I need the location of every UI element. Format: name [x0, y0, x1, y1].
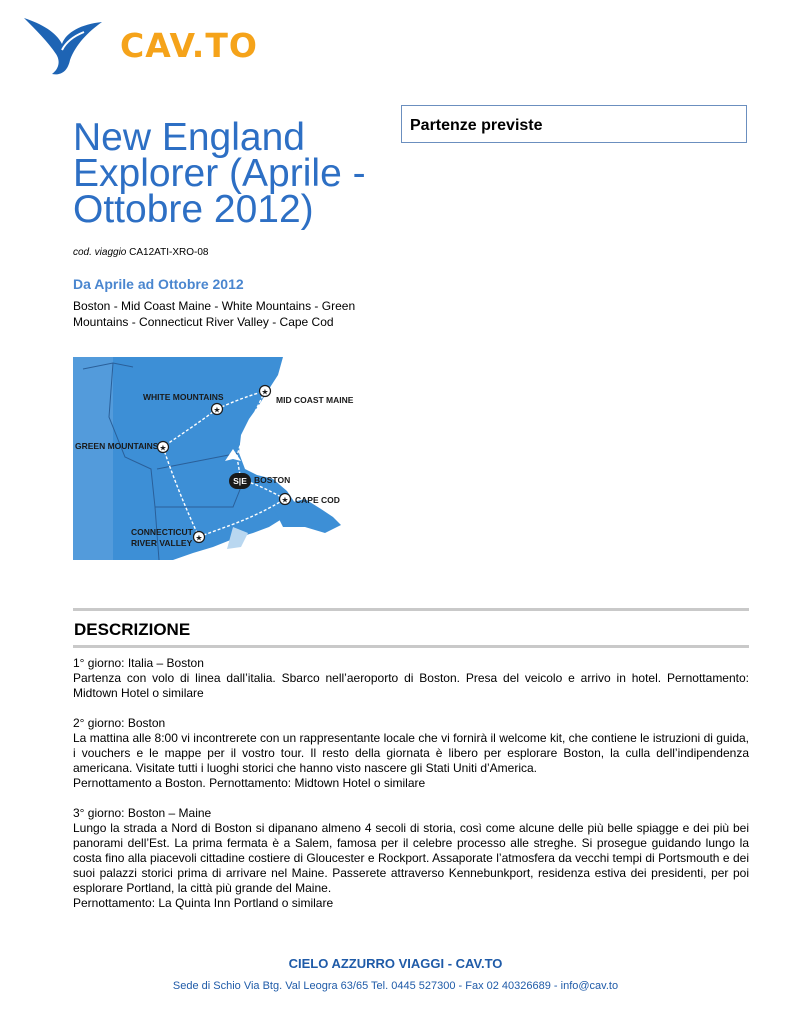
footer-address: Sede di Schio Via Btg. Val Leogra 63/65 Tel. 0445 527300 - Fax 02 40326689 - info@cav.to: [172, 980, 619, 992]
day-text: Pernottamento a Boston. Pernottamento: Midtown Hotel o similare: [73, 776, 426, 790]
map-label-cape-cod: CAPE COD: [295, 495, 340, 505]
itinerary: [73, 656, 749, 926]
trip-code: [73, 247, 208, 258]
svg-text:★: ★: [281, 495, 289, 505]
day-title: 3° giorno: Boston – Maine: [73, 806, 212, 820]
departures-title: Partenze previste: [410, 117, 543, 134]
itinerary-day: [73, 716, 749, 791]
divider-bottom: [73, 645, 749, 648]
day-text: Partenza con volo di linea dall’italia. Sbarco nell’aeroporto di Boston. Presa del veicolo e arrivo in hotel. Pernottamento: Midtown Hotel o similare: [73, 671, 749, 700]
itinerary-day: [73, 806, 749, 911]
trip-code-value: CA12ATI-XRO-08: [129, 247, 209, 258]
bird-logo-icon: [24, 18, 102, 74]
trip-period: Da Aprile ad Ottobre 2012: [73, 276, 244, 292]
day-text: La mattina alle 8:00 vi incontrerete con un rappresentante locale che vi fornirà il welcome kit, che contiene le istruzioni di guida, i vouchers e le mappe per il vostro tour. Il resto della giornata è libero per esplorare Boston, la culla dell’indipendenza americana. Visitate tutti i luoghi storici che hanno visto nascere gli Stati Uniti d’America.: [73, 731, 749, 775]
day-title: 1° giorno: Italia – Boston: [73, 656, 204, 670]
trip-code-label: cod. viaggio: [73, 247, 127, 258]
trip-route: Boston - Mid Coast Maine - White Mountains - Green Mountains - Connecticut River Valley - Cape Cod: [73, 299, 356, 329]
footer-title: CIELO AZZURRO VIAGGI - CAV.TO: [288, 956, 503, 971]
map-label-green-mountains: GREEN MOUNTAINS: [75, 441, 159, 451]
map-label-connecticut: CONNECTICUT: [131, 527, 193, 537]
description-heading: DESCRIZIONE: [74, 620, 191, 639]
day-text: Pernottamento: La Quinta Inn Portland o similare: [73, 896, 334, 910]
day-text: Lungo la strada a Nord di Boston si dipanano almeno 4 secoli di storia, così come alcune delle più belle spiagge e dei più bei panorami dell’Est. La prima fermata è a Salem, famosa per il celebre processo alle streghe. Si prosegue guidando lungo la costa fino alla piacevoli cittadine costiere di Gloucester e Rockport. Assaporate l’atmosfera da vecchi tempi di Portsmouth e dei suoi palazzi storici prima di arrivare nel Maine. Passerete attraverso Kennebunkport, residenza estiva dei presidenti, per poi esplorare Portland, la città più grande del Maine.: [73, 821, 749, 895]
map-label-mid-coast-maine: MID COAST MAINE: [276, 395, 354, 405]
map-label-white-mountains: WHITE MOUNTAINS: [143, 392, 224, 402]
map-label-boston: BOSTON: [254, 475, 291, 485]
svg-text:★: ★: [195, 533, 203, 543]
route-map: [73, 357, 366, 560]
map-se-badge: S|E: [233, 476, 247, 486]
svg-text:★: ★: [159, 443, 167, 453]
itinerary-day: [73, 656, 749, 701]
trip-title: New England Explorer (Aprile - Ottobre 2012): [73, 116, 366, 231]
svg-text:★: ★: [213, 405, 221, 415]
divider-top: [73, 608, 749, 611]
brand-name: CAV.TO: [120, 26, 258, 65]
svg-text:★: ★: [261, 387, 269, 397]
day-title: 2° giorno: Boston: [73, 716, 166, 730]
map-label-river-valley: RIVER VALLEY: [131, 538, 193, 548]
